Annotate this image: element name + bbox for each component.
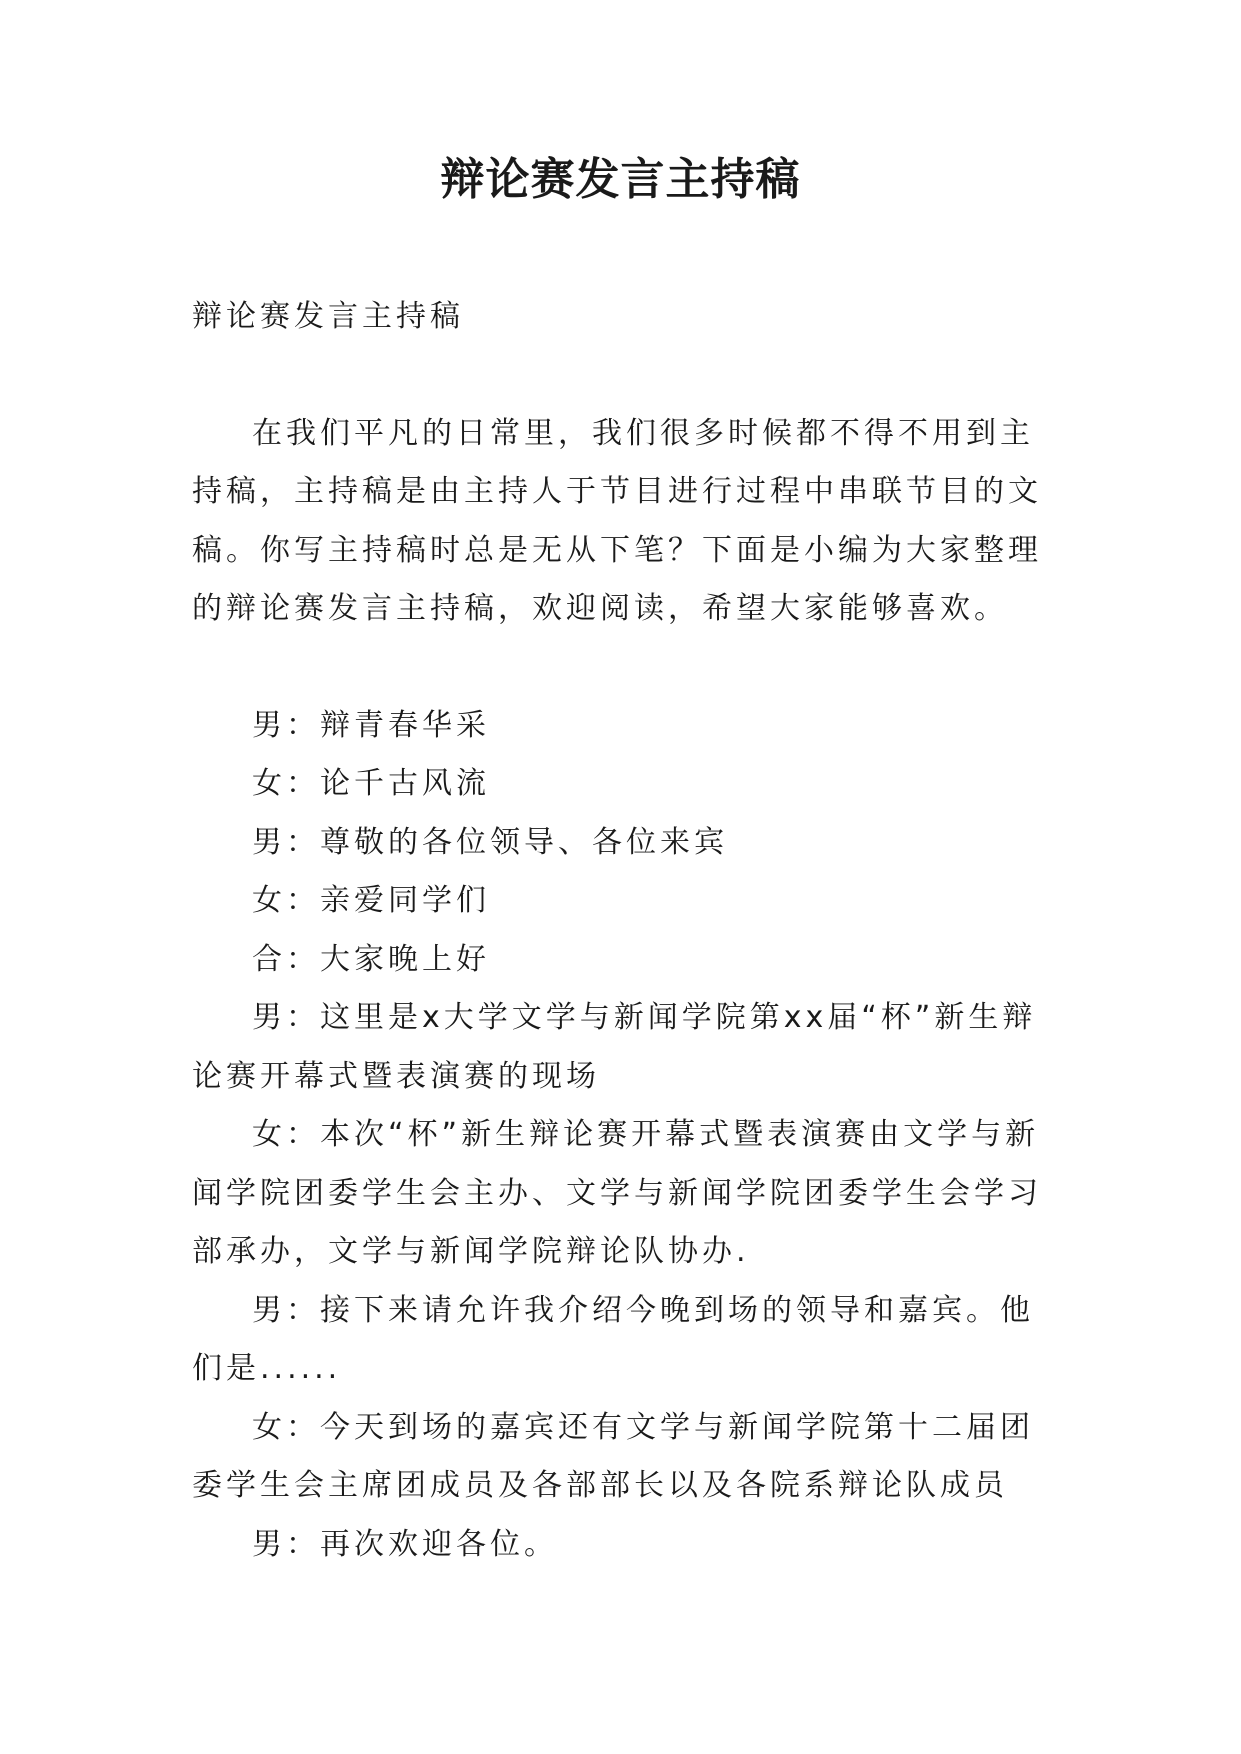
dialogue-line: 男：这里是x大学文学与新闻学院第xx届“杯”新生辩论赛开幕式暨表演赛的现场 [192,1000,1037,1094]
dialogue-line: 男：再次欢迎各位。 [252,1526,558,1562]
document-body [192,288,1062,1574]
dialogue-line: 男：尊敬的各位领导、各位来宾 [252,824,728,860]
dialogue-line: 男：接下来请允许我介绍今晚到场的领导和嘉宾。他们是...... [192,1292,1034,1386]
dialogue-line: 女：亲爱同学们 [252,883,490,918]
dialogue-line: 合：大家晚上好 [252,941,490,977]
dialogue-line: 女：论千古风流 [252,766,490,801]
intro-paragraph: 在我们平凡的日常里，我们很多时候都不得不用到主持稿，主持稿是由主持人于节目进行过程中串联节目的文稿。你写主持稿时总是无从下笔？下面是小编为大家整理的辩论赛发言主持稿，欢迎阅读，希望大家能够喜欢。 [192,415,1042,626]
document-title: 辩论赛发言主持稿 [440,154,801,205]
dialogue-line: 女：本次“杯”新生辩论赛开幕式暨表演赛由文学与新闻学院团委学生会主办、文学与新闻学院团委学生会学习部承办，文学与新闻学院辩论队协办. [192,1117,1042,1269]
dialogue-line: 男：辩青春华采 [252,707,490,743]
dialogue-line: 女：今天到场的嘉宾还有文学与新闻学院第十二届团委学生会主席团成员及各部部长以及各院系辩论队成员 [192,1409,1034,1503]
document-subtitle: 辩论赛发言主持稿 [192,299,464,334]
